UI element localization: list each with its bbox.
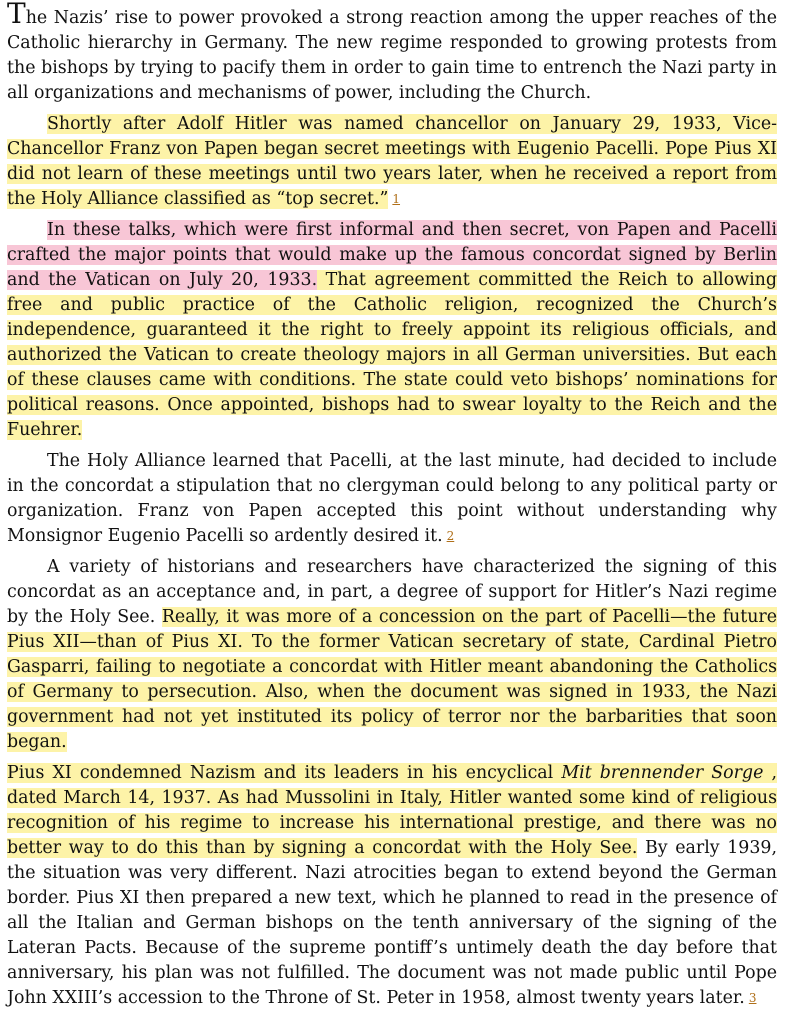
highlight-yellow[interactable]: Shortly after Adolf Hitler was named chancellor on January 29, 1933, Vice-Chancellor Franz von Papen began secret meetings with Eugenio Pacelli. Pope Pius XI did not learn of these meetings until two years later, when he received a report from the Holy Alliance classified as “top secret.” [7, 114, 777, 209]
paragraph-2 [7, 112, 777, 212]
paragraph-6 [7, 761, 777, 1011]
paragraph-5 [7, 555, 777, 755]
paragraph-5-text: A variety of historians and researchers have characterized the signing of this concordat as an acceptance and, in part, a degree of support for Hitler’s Nazi regime by the Holy See. [7, 557, 777, 627]
paragraph-1 [7, 0, 777, 106]
book-page [7, 0, 777, 1017]
paragraph-3 [7, 218, 777, 443]
highlight-yellow[interactable]: Really, it was more of a concession on the part of Pacelli—the future Pius XII—than of Pius XI. To the former Vatican secretary of state, Cardinal Pietro Gasparri, failing to negotiate a concordat with Hitler meant abandoning the Catholics of Germany to persecution. Also, when the document was signed in 1933, the Nazi government had not yet instituted its policy of terror nor the barbarities that soon began. [7, 607, 777, 752]
highlight-text: , dated March 14, 1937. As had Mussolini in Italy, Hitler wanted some kind of religious recognition of his regime to increase his international prestige, and there was no better way to do this than by signing a concordat with the Holy See. [7, 763, 777, 858]
drop-cap: T [7, 0, 26, 30]
encyclical-title: Mit brennender Sorge [561, 763, 764, 783]
highlight-pink[interactable]: In these talks, which were first informal and then secret, von Papen and Pacelli crafted the major points that would make up the famous concordat signed by Berlin and the Vatican on July 20, 1933. [7, 220, 777, 290]
highlight-text: Pius XI condemned Nazism and its leaders in his encyclical [7, 763, 562, 783]
paragraph-4-text: The Holy Alliance learned that Pacelli, at the last minute, had decided to include in the concordat a stipulation that no clergyman could belong to any political party or organization. Franz von Papen accepted this point without understanding why Monsignor Eugenio Pacelli so ardently desired it. [7, 451, 777, 546]
footnote-link-1[interactable]: 1 [392, 192, 401, 206]
paragraph-1-text: he Nazis’ rise to power provoked a strong reaction among the upper reaches of the Catholic hierarchy in Germany. The new regime responded to growing protests from the bishops by trying to pacify them in order to gain time to entrench the Nazi party in all organizations and mechanisms of power, including the Church. [7, 8, 777, 103]
highlight-yellow[interactable]: That agreement committed the Reich to allowing free and public practice of the Catholic religion, recognized the Church’s independence, guaranteed it the right to freely appoint its religious officials, and authorized the Vatican to create theology majors in all German universities. But each of these clauses came with conditions. The state could veto bishops’ nominations for political reasons. Once appointed, bishops had to swear loyalty to the Reich and the Fuehrer. [7, 270, 777, 440]
footnote-link-3[interactable]: 3 [748, 991, 757, 1005]
paragraph-4 [7, 449, 777, 549]
paragraph-6-text: By early 1939, the situation was very different. Nazi atrocities began to extend beyond the German border. Pius XI then prepared a new text, which he planned to read in the presence of all the Italian and German bishops on the tenth anniversary of the signing of the Lateran Pacts. Because of the supreme pontiff’s untimely death the day before that anniversary, his plan was not fulfilled. The document was not made public until Pope John XXIII’s accession to the Throne of St. Peter in 1958, almost twenty years later. [7, 838, 777, 1008]
footnote-link-2[interactable]: 2 [446, 529, 455, 543]
